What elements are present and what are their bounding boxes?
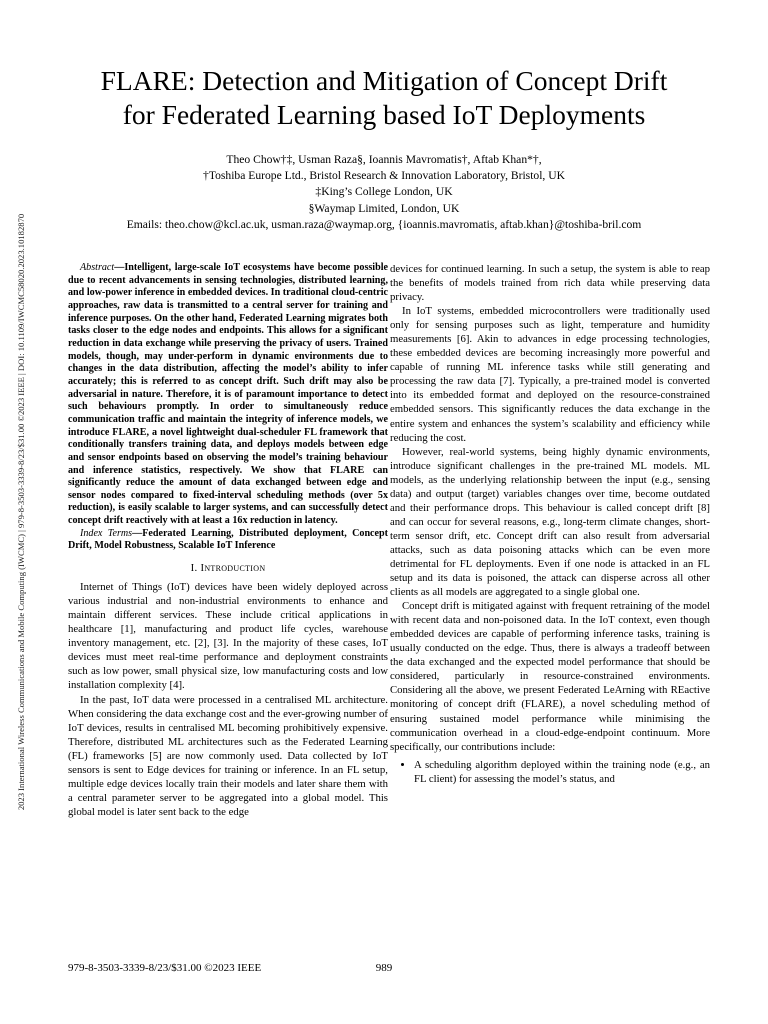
body-paragraph: In IoT systems, embedded microcontrollers were traditionally used only for sensing purposes such as light, temperature and humidity measurements [6]. Akin to advances in edge processing technologies, these embedded devices are becoming increasingly more powerful and capable of running ML inference tasks while still generating and processing the raw data [7]. Typically, a pre-trained model is converted into its embedded format and deployed on the resource-constrained embedded sensors. This significantly reduces the data exchange in the entire system and enhances the system’s scalability and efficiency while reducing the cost. — [390, 305, 710, 444]
body-paragraph: However, real-world systems, being highly dynamic environments, introduce significant challenges in the pre-trained ML models. ML models, as the underlying relationship between the input (e.g., sensing data) and output (target) variables changes over time, become outdated and their performance drops. This behaviour is called concept drift [8] and can occur for several reasons, e.g., long-term climate changes, short-term sensor drift, etc. Concept drift can also result from adversarial attacks, such as data poisoning attacks which can be even more detrimental for FL deployments. Even if one node is attacked in an FL setup and its data is poisoned, the attack can disperse across all other clients as all models are aggregated to a single global one. — [390, 445, 710, 599]
author-block — [40, 152, 728, 233]
body-paragraph: Concept drift is mitigated against with frequent retraining of the model with recent data and non-poisoned data. In the IoT context, even though embedded devices are capable of performing inference tasks, training is usually conducted on the edge. Thus, there is always a tradeoff between the data exchanged and the expected model performance that should be considered, particularly in resource-constrained environments. Considering all the above, we present Federated LeArning with REactive monitoring of concept drift (FLARE), a novel scheduling method of ensuring sustained model performance while minimising the communication overhead in a cloud-edge-endpoint continuum. More specifically, our contributions include: — [390, 600, 710, 753]
section-heading-introduction: I. Introduction — [190, 562, 266, 575]
affiliation-2: ‡King’s College London, UK — [315, 185, 453, 199]
contribution-item: • A scheduling algorithm deployed within the training node (e.g., an FL client) for assessing the model’s status, and — [414, 758, 710, 786]
intro-paragraph: Internet of Things (IoT) devices have been widely deployed across various industrial and non-industrial environments to enhance and maintain different services. These include critical applications in healthcare [1], manufacturing and product life cycles, warehouse inventory management, etc. [2], [3]. In the majority of these cases, IoT devices must meet real-time performance and deployment constraints such as low power, small physical size, low manufacturing costs and low installation complexity [4]. — [68, 581, 388, 692]
right-column — [390, 262, 710, 786]
doi-sidebar — [12, 152, 30, 872]
author-emails: Emails: theo.chow@kcl.ac.uk, usman.raza@waymap.org, {ioannis.mavromatis, aftab.khan}@toshiba-bril.com — [126, 217, 642, 231]
body-paragraph: devices for continued learning. In such a setup, the system is able to reap the benefits of models trained from rich data while preserving data privacy. — [390, 263, 710, 304]
title-line-1: FLARE: Detection and Mitigation of Concept Drift — [100, 65, 668, 96]
abstract-text: —Intelligent, large-scale IoT ecosystems have become possible due to recent advancements in sensing technologies, distributed learning, and low-power inference in embedded devices. In traditional cloud-centric approaches, raw data is transmitted to a central server for training and inference purposes. On the other hand, Federated Learning migrates both tasks closer to the edge nodes and endpoints. This allows for a significant reduction in data exchange while preserving the privacy of users. Trained models, though, may under-perform in dynamic environments due to changes in the data distribution, affecting the model’s ability to infer accurately; this is referred to as concept drift. Such drift may also be adversarial in nature. Therefore, it is of paramount importance to detect such behaviours promptly. In order to simultaneously reduce communication traffic and maintain the integrity of inference models, we introduce FLARE, a novel lightweight dual-scheduler FL framework that conditionally transfers training data, and deploys models between edge and sensor endpoints based on observing the model’s training behaviour and inference statistics, respectively. We show that FLARE can significantly reduce the amount of data exchanged between edge and sensor nodes compared to fixed-interval scheduling methods (over 5x reduction), is easily scalable to larger systems, and can successfully detect concept drift reactively with at least a 16x reduction in latency. — [68, 262, 388, 527]
index-terms — [68, 528, 388, 553]
index-terms-text: —Federated Learning, Distributed deployment, Concept Drift, Model Robustness, Scalable IoT Inference — [68, 527, 388, 552]
title-line-2: for Federated Learning based IoT Deployments — [122, 99, 646, 130]
paper-title — [40, 64, 728, 132]
affiliation-3: §Waymap Limited, London, UK — [308, 201, 460, 215]
footer-copyright: 979-8-3503-3339-8/23/$31.00 ©2023 IEEE — [68, 962, 262, 974]
index-terms-lead: Index Terms — [80, 527, 133, 539]
affiliation-1: †Toshiba Europe Ltd., Bristol Research & Innovation Laboratory, Bristol, UK — [203, 169, 565, 183]
intro-paragraph: In the past, IoT data were processed in a centralised ML architecture. When considering the data exchange cost and the ever-growing number of IoT devices, results in centralised ML becoming prohibitively expensive. Therefore, distributed ML architectures such as the Federated Learning (FL) frameworks [5] are now commonly used. Data collected by IoT sensors is sent to Edge devices for training or inference. In an FL setup, multiple edge devices locally train their models and later share them with a central parameter server to be aggregated into a global model. This global model is later sent back to the edge — [68, 693, 388, 818]
abstract-lead: Abstract — [80, 262, 115, 273]
author-names: Theo Chow†‡, Usman Raza§, Ioannis Mavromatis†, Aftab Khan*†, — [226, 153, 542, 166]
contributions-list — [390, 758, 710, 786]
page-number: 989 — [375, 962, 393, 974]
left-column — [68, 262, 388, 819]
abstract — [68, 262, 388, 528]
doi-sidebar-text: 2023 International Wireless Communications and Mobile Computing (IWCMC) | 979-8-3503-3339-8/23/$31.00 ©2023 IEEE | DOI: 10.1109/IWCMC58020.2023.10182870 — [16, 213, 26, 811]
